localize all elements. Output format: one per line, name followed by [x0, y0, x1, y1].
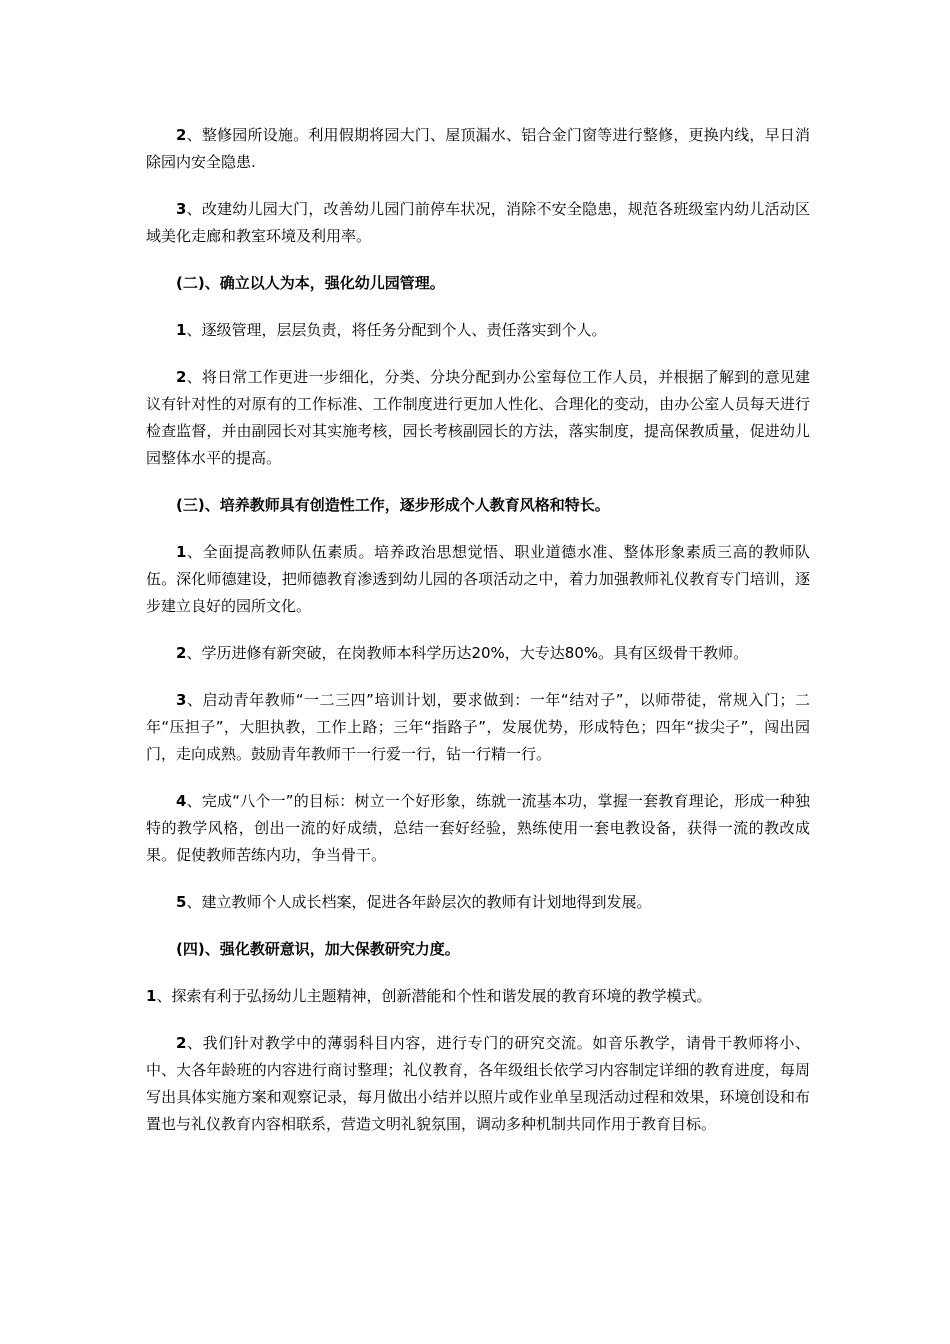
- item-number: 1: [176, 321, 187, 339]
- paragraph-text: 、整修园所设施。利用假期将园大门、屋顶漏水、铝合金门窗等进行整修，更换内线，早日消除园内安全隐患.: [146, 126, 810, 171]
- item-number: 2: [176, 126, 187, 144]
- item-number: 3: [176, 200, 187, 218]
- item-number: 2: [176, 1034, 187, 1052]
- paragraph-young-teacher-plan: [146, 687, 810, 768]
- paragraph-text: 、完成“八个一”的目标：树立一个好形象，练就一流基本功，掌握一套教育理论，形成一种独特的教学风格，创出一流的好成绩，总结一套好经验，熟练使用一套电教设备，获得一流的教改成果。促使教师苦练内功，争当骨干。: [146, 792, 810, 864]
- item-number: 5: [176, 893, 187, 911]
- paragraph-text: 、建立教师个人成长档案，促进各年龄层次的教师有计划地得到发展。: [186, 893, 652, 911]
- item-number: 3: [176, 691, 187, 709]
- paragraph-text: 、改建幼儿园大门，改善幼儿园门前停车状况，消除不安全隐患，规范各班级室内幼儿活动区域美化走廊和教室环境及利用率。: [146, 200, 810, 245]
- paragraph-eight-goals: [146, 788, 810, 869]
- paragraph-daily-work: [146, 364, 810, 472]
- paragraph-text: 、将日常工作更进一步细化，分类、分块分配到办公室每位工作人员，并根据了解到的意见建议有针对性的对原有的工作标准、工作制度进行更加人性化、合理化的变动，由办公室人员每天进行检查监督，并由副园长对其实施考核，园长考核副园长的方法，落实制度，提高保教质量，促进幼儿园整体水平的提高。: [146, 368, 810, 467]
- section-heading-management: (二)、确立以人为本，强化幼儿园管理。: [176, 274, 445, 292]
- document-page: [146, 122, 810, 1158]
- paragraph-repair-facilities: [146, 122, 810, 176]
- paragraph-rebuild-gate: [146, 196, 810, 250]
- paragraph-text: 、我们针对教学中的薄弱科目内容，进行专门的研究交流。如音乐教学，请骨干教师将小、中、大各年龄班的内容进行商讨整理；礼仪教育，各年级组长依学习内容制定详细的教育进度，每周写出具体实施方案和观察记录，每月做出小结并以照片或作业单呈现活动过程和效果，环境创设和布置也与礼仪教育内容相联系，营造文明礼貌氛围，调动多种机制共同作用于教育目标。: [146, 1034, 810, 1133]
- paragraph-teaching-mode: [146, 983, 810, 1010]
- item-number: 2: [176, 368, 187, 386]
- item-number: 1: [146, 987, 157, 1005]
- section-heading-teachers: (三)、培养教师具有创造性工作，逐步形成个人教育风格和特长。: [176, 496, 610, 514]
- paragraph-text: 、学历进修有新突破，在岗教师本科学历达20%，大专达80%。具有区级骨干教师。: [186, 644, 749, 662]
- paragraph-level-management: [146, 317, 810, 344]
- item-number: 4: [176, 792, 187, 810]
- item-number: 1: [176, 543, 187, 561]
- paragraph-teacher-quality: [146, 539, 810, 620]
- paragraph-weak-subjects: [146, 1030, 810, 1138]
- paragraph-text: 、探索有利于弘扬幼儿主题精神，创新潜能和个性和谐发展的教育环境的教学模式。: [156, 987, 712, 1005]
- paragraph-text: 、全面提高教师队伍素质。培养政治思想觉悟、职业道德水准、整体形象素质三高的教师队伍。深化师德建设，把师德教育渗透到幼儿园的各项活动之中，着力加强教师礼仪教育专门培训，逐步建立良好的园所文化。: [146, 543, 810, 615]
- paragraph-text: 、逐级管理，层层负责，将任务分配到个人、责任落实到个人。: [186, 321, 607, 339]
- section-heading-research: (四)、强化教研意识，加大保教研究力度。: [176, 940, 460, 958]
- item-number: 2: [176, 644, 187, 662]
- paragraph-education-degree: [146, 640, 810, 667]
- paragraph-growth-archive: [146, 889, 810, 916]
- paragraph-text: 、启动青年教师“一二三四”培训计划，要求做到：一年“结对子”，以师带徒，常规入门；二年“压担子”，大胆执教，工作上路；三年“指路子”，发展优势，形成特色；四年“拔尖子”，闯出园门，走向成熟。鼓励青年教师干一行爱一行，钻一行精一行。: [146, 691, 810, 763]
